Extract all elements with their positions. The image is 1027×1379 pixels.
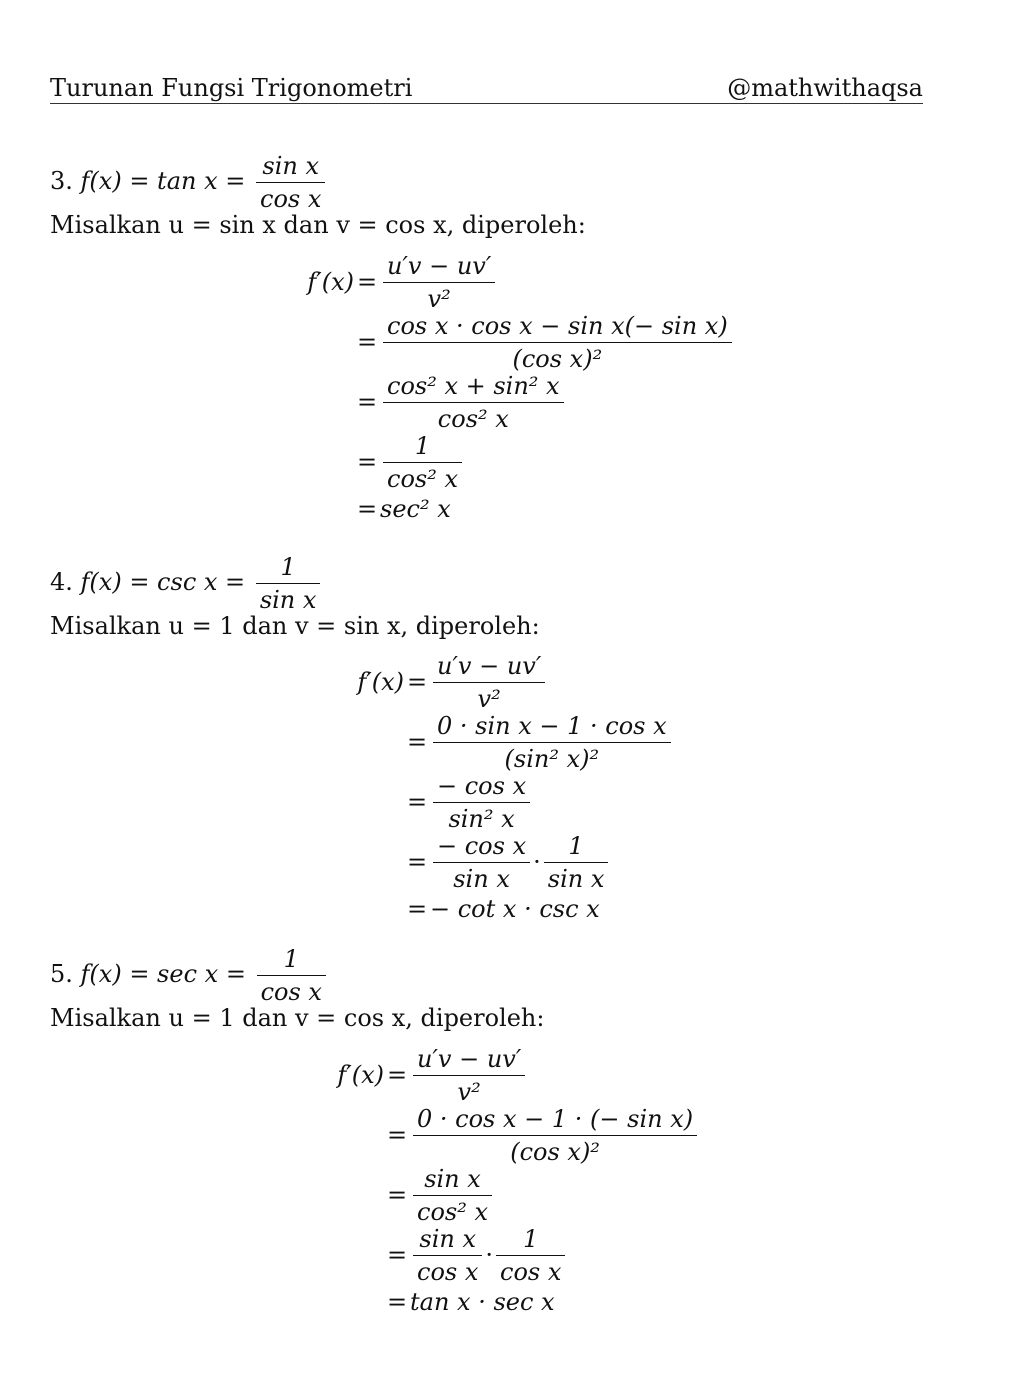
fraction-denominator: cos² x xyxy=(387,464,458,493)
fraction-numerator: cos x · cos x − sin x(− sin x) xyxy=(383,310,732,343)
fraction-denominator: (sin² x)² xyxy=(504,744,600,773)
derivation-step: = $\frac{\text{0 · sin x − 1 · cos x}}{\text{(sin² x)²}}$ xyxy=(342,712,674,772)
step-fraction xyxy=(433,650,545,715)
step-fraction xyxy=(383,370,564,435)
fraction-numerator: sin x xyxy=(413,1223,482,1256)
fraction-numerator: sin x xyxy=(256,150,325,183)
fraction-denominator: cos² x xyxy=(437,404,509,433)
statement-lhs: f(x) = tan x = xyxy=(80,167,246,195)
substitution-text: Misalkan u = sin x dan v = cos x, diperoleh: xyxy=(50,211,586,239)
derivation-step: f′(x) = $\frac{u'v - uv'}{\text{v²}}$ xyxy=(292,252,735,312)
problem-number: 3. xyxy=(50,167,73,195)
fraction-denominator: v² xyxy=(477,684,501,713)
fraction-denominator: (cos x)² xyxy=(512,344,603,373)
fraction-denominator: cos x xyxy=(260,978,322,1006)
derivation-step: = $\frac{1}{\text{cos² x}}$ xyxy=(292,432,735,492)
fraction-denominator: v² xyxy=(427,284,451,313)
fraction-numerator: u′v − uv′ xyxy=(413,1043,525,1076)
step-fraction xyxy=(433,830,530,895)
statement-fraction xyxy=(256,551,321,616)
statement-lhs: f(x) = csc x = xyxy=(80,568,246,596)
fraction-numerator: 1 xyxy=(256,551,321,584)
fraction-numerator: 1 xyxy=(257,943,326,976)
fraction-denominator: v² xyxy=(457,1077,481,1106)
derivation-step: = $\frac{\text{cos² x + sin² x}}{\text{cos² x}}$ xyxy=(292,372,735,432)
section-4 xyxy=(50,551,540,640)
step-fraction xyxy=(383,430,462,495)
derivative-lhs: f′(x) xyxy=(357,668,404,696)
derivation-step: f′(x) = $\frac{u'v - uv'}{\text{v²}}$ xyxy=(322,1045,700,1105)
derivation-step: = $\frac{\text{− cos x}}{\text{sin x}}$ · $\frac{1}{\text{sin x}}$ xyxy=(342,832,674,892)
substitution-text: Misalkan u = 1 dan v = cos x, diperoleh: xyxy=(50,1004,545,1032)
problem-number: 5. xyxy=(50,960,73,988)
step-fraction xyxy=(413,1223,482,1288)
derivation-step: = $\frac{\text{− cos x}}{\text{sin² x}}$ xyxy=(342,772,674,832)
derivation-3 xyxy=(292,252,735,526)
fraction-denominator: cos x xyxy=(417,1257,479,1286)
problem-statement xyxy=(50,150,586,215)
section-3 xyxy=(50,150,586,239)
step-fraction xyxy=(544,830,609,895)
step-fraction xyxy=(413,1163,492,1228)
result-expression: sec² x xyxy=(380,495,451,523)
fraction-denominator: cos² x xyxy=(417,1197,488,1226)
statement-fraction xyxy=(256,150,325,215)
derivative-lhs: f′(x) xyxy=(307,268,354,296)
author-handle: @mathwithaqsa xyxy=(727,74,923,102)
derivation-step: = $\frac{\text{sin x}}{\text{cos x}}$ · $\frac{1}{\text{cos x}}$ xyxy=(322,1225,700,1285)
derivation-step: = $\frac{\text{cos x · cos x − sin x(− sin x)}}{\text{(cos x)²}}$ xyxy=(292,312,735,372)
fraction-denominator: sin² x xyxy=(448,804,515,833)
step-fraction xyxy=(383,250,495,315)
statement-lhs: f(x) = sec x = xyxy=(80,960,246,988)
document-title: Turunan Fungsi Trigonometri xyxy=(50,74,413,102)
page-header xyxy=(50,72,923,104)
fraction-denominator: cos x xyxy=(500,1257,562,1286)
result-expression: tan x · sec x xyxy=(410,1288,555,1316)
fraction-denominator: (cos x)² xyxy=(510,1137,600,1166)
derivation-result: = tan x · sec x xyxy=(386,1288,555,1316)
problem-number: 4. xyxy=(50,568,73,596)
derivation-result: = sec² x xyxy=(356,495,451,523)
fraction-numerator: 1 xyxy=(383,430,462,463)
derivation-4 xyxy=(342,652,674,926)
derivation-result: = − cot x · csc x xyxy=(406,895,600,923)
fraction-numerator: 0 · sin x − 1 · cos x xyxy=(433,710,671,743)
step-fraction xyxy=(433,710,671,775)
fraction-numerator: 1 xyxy=(496,1223,565,1256)
statement-fraction xyxy=(257,943,326,1008)
derivation-5 xyxy=(322,1045,700,1319)
step-fraction xyxy=(413,1043,525,1108)
step-fraction xyxy=(383,310,732,375)
fraction-numerator: 1 xyxy=(544,830,609,863)
result-expression: − cot x · csc x xyxy=(430,895,600,923)
fraction-numerator: 0 · cos x − 1 · (− sin x) xyxy=(413,1103,697,1136)
problem-statement xyxy=(50,551,540,616)
step-fraction xyxy=(496,1223,565,1288)
section-5 xyxy=(50,943,544,1032)
fraction-numerator: sin x xyxy=(413,1163,492,1196)
substitution-text: Misalkan u = 1 dan v = sin x, diperoleh: xyxy=(50,612,540,640)
step-fraction xyxy=(413,1103,697,1168)
step-fraction xyxy=(433,770,530,835)
derivation-step: f′(x) = $\frac{u'v - uv'}{\text{v²}}$ xyxy=(342,652,674,712)
fraction-numerator: − cos x xyxy=(433,830,530,863)
derivation-step: = $\frac{\text{0 · cos x − 1 · (− sin x)}}{\text{(cos x)²}}$ xyxy=(322,1105,700,1165)
derivation-step: = $\frac{\text{sin x}}{\text{cos² x}}$ xyxy=(322,1165,700,1225)
fraction-denominator: sin x xyxy=(259,586,317,614)
fraction-denominator: sin x xyxy=(453,864,510,893)
fraction-numerator: u′v − uv′ xyxy=(433,650,545,683)
fraction-numerator: cos² x + sin² x xyxy=(383,370,564,403)
fraction-denominator: sin x xyxy=(547,864,605,893)
fraction-numerator: − cos x xyxy=(433,770,530,803)
fraction-numerator: u′v − uv′ xyxy=(383,250,495,283)
derivative-lhs: f′(x) xyxy=(337,1061,384,1089)
problem-statement xyxy=(50,943,544,1008)
fraction-denominator: cos x xyxy=(260,185,322,213)
